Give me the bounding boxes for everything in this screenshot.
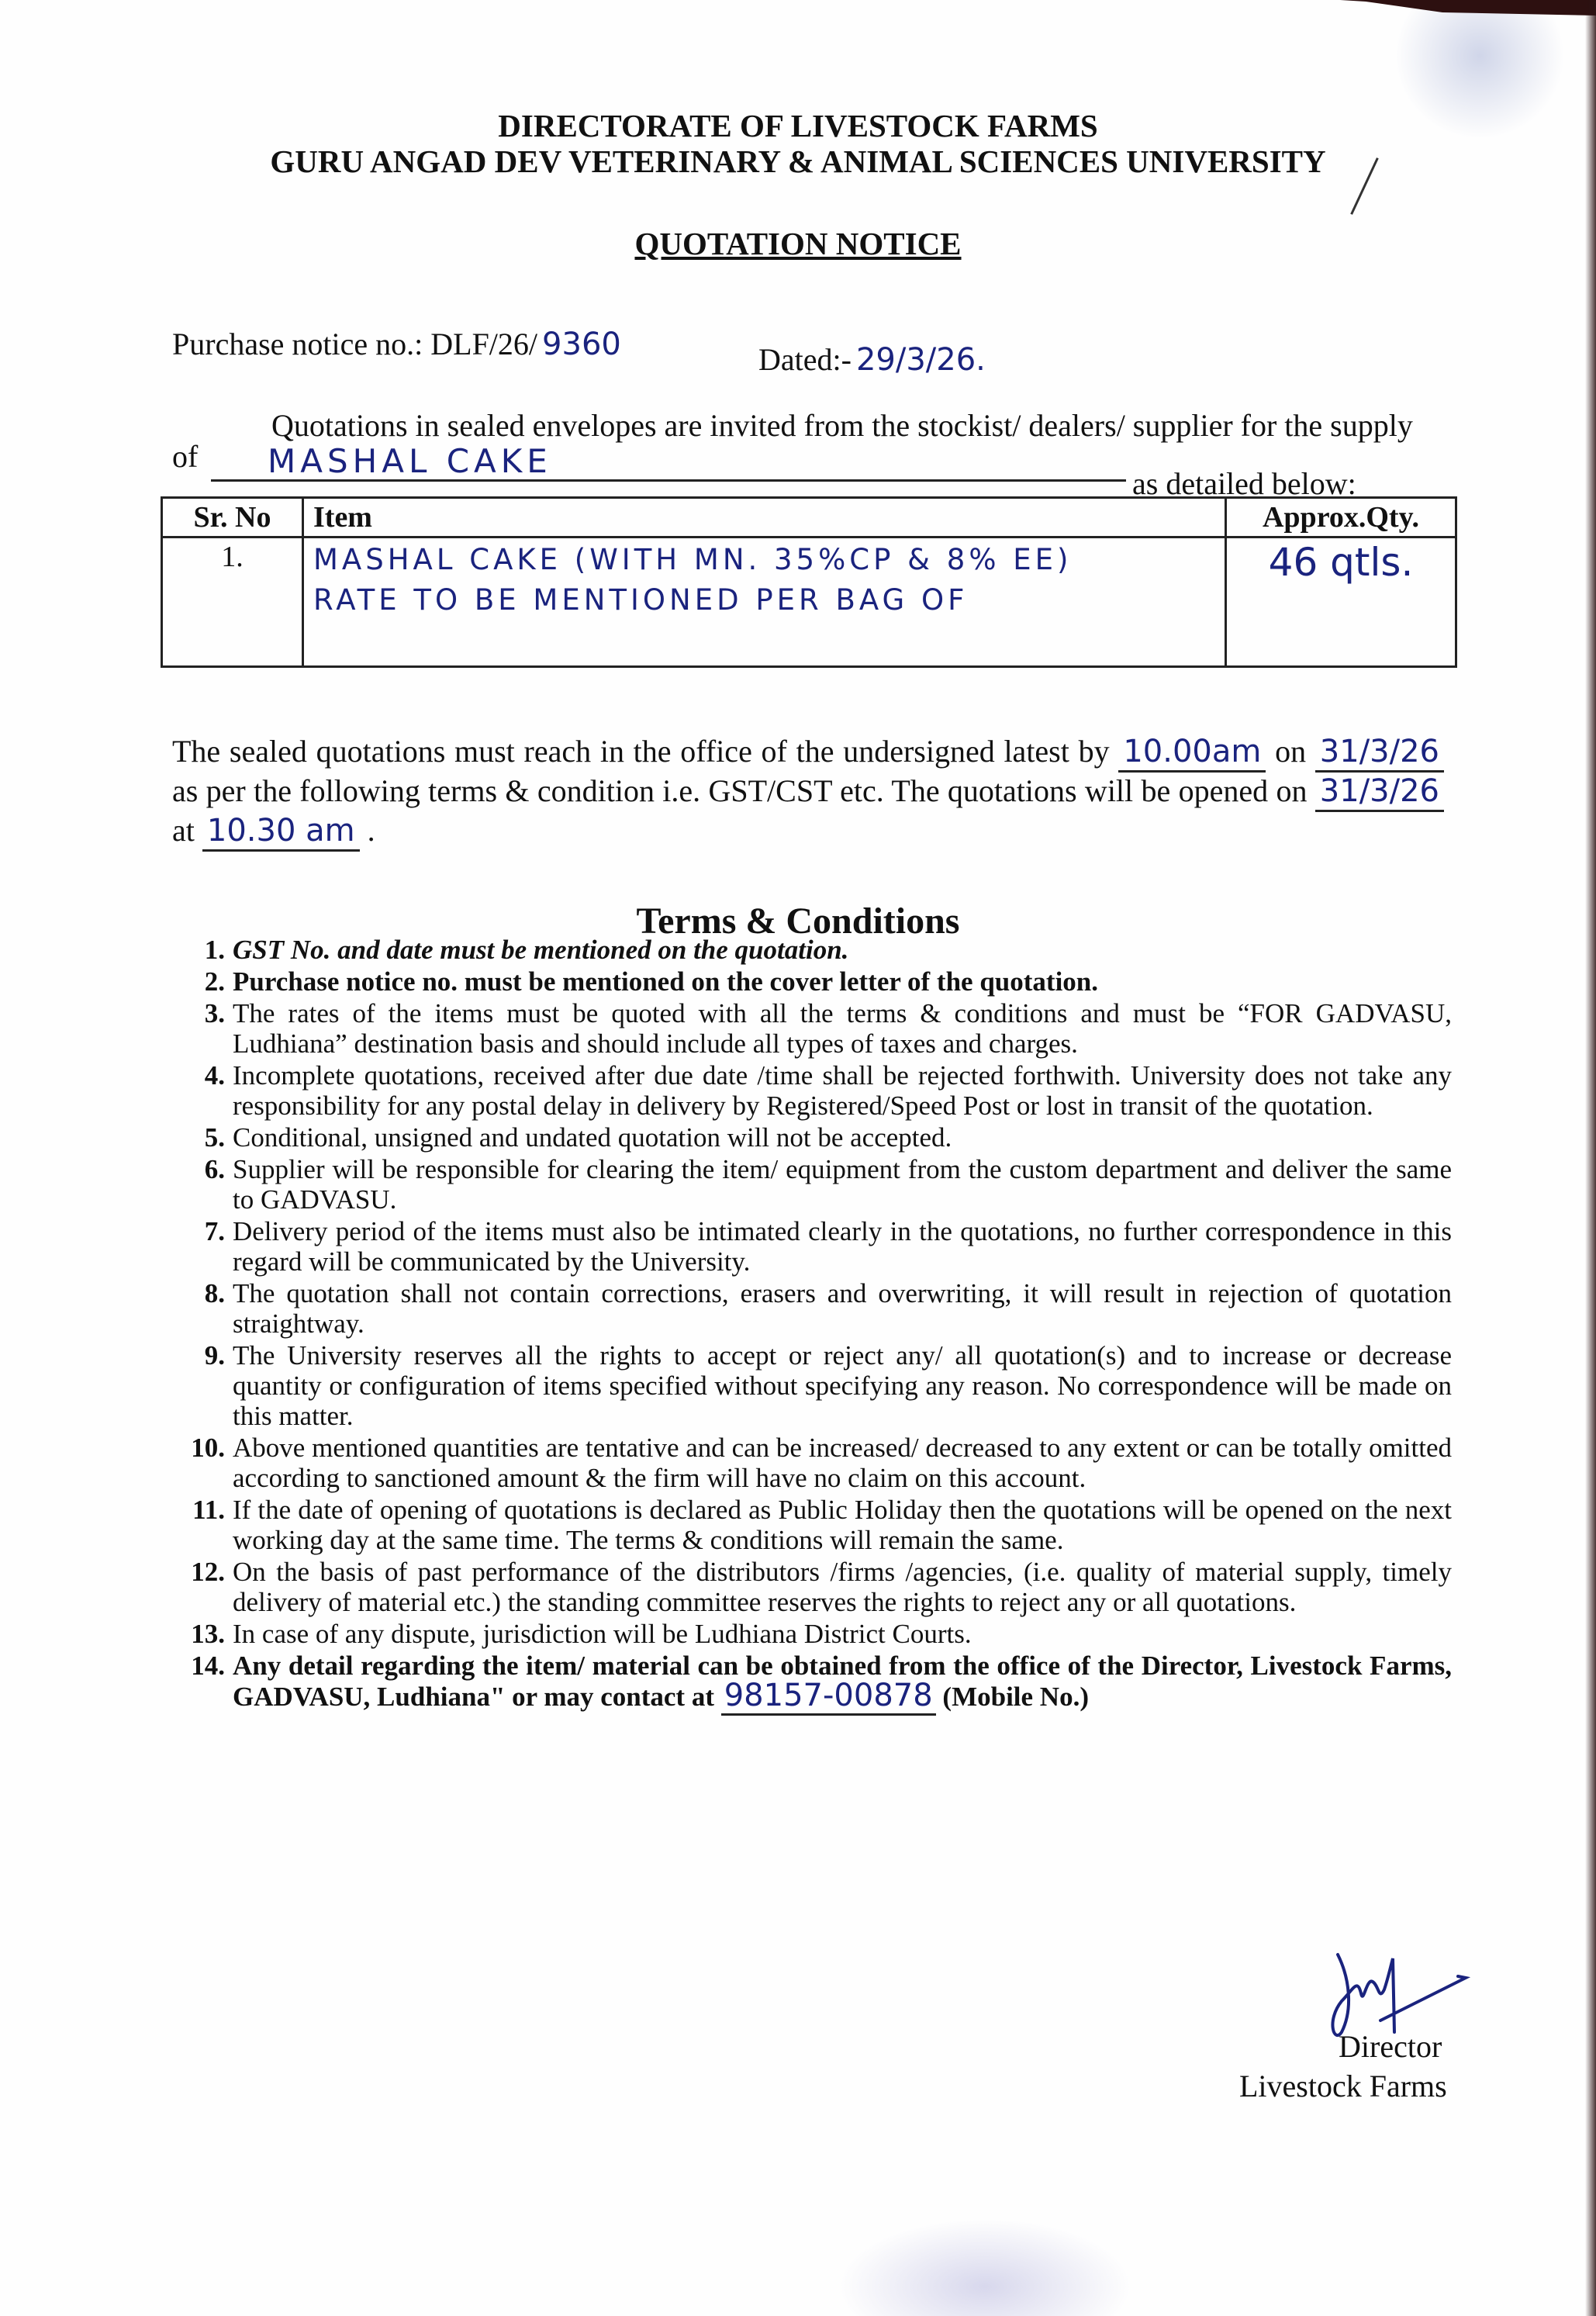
mobile-label: (Mobile No.): [942, 1682, 1089, 1712]
col-qty: Approx.Qty.: [1226, 498, 1456, 538]
term-number: 11.: [192, 1495, 225, 1525]
term-text: If the date of opening of quotations is declared as Public Holiday then the quotations will be opened on the next working day at the same time. The terms & conditions will remain the same.: [233, 1495, 1452, 1555]
term-text: Above mentioned quantities are tentative and can be increased/ decreased to any extent or can be totally omitted according to sanctioned amount & the firm will have no claim on this account.: [233, 1433, 1452, 1493]
term-item: [204, 1216, 1452, 1277]
term-item: [192, 1495, 1452, 1555]
term-text: Supplier will be responsible for clearing the item/ equipment from the custom department and deliver the same to GADVASU.: [233, 1154, 1452, 1215]
qty-value: 46 qtls.: [1268, 540, 1414, 585]
background-edge: [1585, 0, 1596, 2316]
term-number: 7.: [204, 1216, 225, 1246]
col-sr-no: Sr. No: [162, 498, 303, 538]
term-text: In case of any dispute, jurisdiction will be Ludhiana District Courts.: [233, 1619, 972, 1649]
table-header-row: [162, 498, 1456, 538]
term-text: Incomplete quotations, received after due date /time shall be rejected forthwith. University does not take any responsibility for any postal delay in delivery by Registered/Speed Post or lost in transit of the quotation.: [233, 1060, 1452, 1121]
term-item: [191, 1557, 1452, 1617]
opening-time: 10.30 am: [202, 812, 360, 852]
term-item: [191, 1651, 1452, 1713]
due-time: 10.00am: [1118, 733, 1266, 773]
term-number: 8.: [204, 1278, 225, 1308]
term-number: 9.: [204, 1340, 225, 1371]
term-number: 2.: [204, 966, 225, 997]
cell-item: [303, 538, 1226, 667]
dated-label: Dated:-: [758, 342, 852, 377]
term-item: [191, 1619, 1452, 1649]
detailed-below: as detailed below:: [1132, 466, 1356, 501]
term-number: 14.: [191, 1651, 225, 1681]
term-text: Any detail regarding the item/ material can be obtained from the office of the Director, Livestock Farms, GADVASU, Ludhiana" or may contact at: [233, 1651, 1452, 1712]
table-row: [162, 538, 1456, 667]
term-number: 4.: [204, 1060, 225, 1091]
term-item: [204, 935, 1452, 965]
opening-text: as per the following terms & condition i.e. GST/CST etc. The quotations will be opened on: [172, 773, 1308, 808]
term-number: 1.: [204, 935, 225, 965]
term-number: 6.: [204, 1154, 225, 1184]
cell-qty: [1226, 538, 1456, 667]
term-text: The University reserves all the rights to accept or reject any/ all quotation(s) and to increase or decrease quantity or configuration of items specified without specifying any reason. No correspondence will be made on this matter.: [233, 1340, 1452, 1431]
term-item: [204, 1060, 1452, 1121]
term-item: [204, 1122, 1452, 1153]
dated-value: 29/3/26.: [855, 342, 986, 378]
signatory-org: Livestock Farms: [1239, 2069, 1447, 2103]
intro-text: Quotations in sealed envelopes are invited from the stockist/ dealers/ supplier for the supply: [271, 408, 1413, 443]
term-item: [204, 1154, 1452, 1215]
signatory-role: Director: [1339, 2029, 1442, 2064]
term-item: [204, 1340, 1452, 1431]
term-number: 10.: [191, 1433, 225, 1463]
due-date: 31/3/26: [1315, 733, 1444, 773]
paper-shadow: [838, 2218, 1132, 2316]
purchase-notice-label: Purchase notice no.: DLF/26/: [172, 327, 538, 361]
term-item: [191, 1433, 1452, 1493]
header-directorate: DIRECTORATE OF LIVESTOCK FARMS: [498, 108, 1098, 143]
term-number: 3.: [204, 998, 225, 1028]
term-number: 13.: [191, 1619, 225, 1649]
term-item: [204, 966, 1452, 997]
notice-date: [758, 341, 986, 378]
contact-phone: 98157-00878: [721, 1678, 936, 1716]
purchase-notice: [172, 326, 621, 362]
submission-paragraph: [172, 733, 1444, 852]
cell-sr: 1.: [162, 538, 303, 667]
col-item: Item: [303, 498, 1226, 538]
term-number: 5.: [204, 1122, 225, 1153]
term-text: The quotation shall not contain corrections, erasers and overwriting, it will result in rejection of quotation straightway.: [233, 1278, 1452, 1339]
term-text: GST No. and date must be mentioned on the quotation.: [233, 935, 849, 965]
term-item: [204, 998, 1452, 1059]
period: .: [367, 813, 375, 848]
of-label: of: [172, 439, 199, 474]
submission-text: The sealed quotations must reach in the office of the undersigned latest by: [172, 734, 1110, 769]
items-table: [161, 496, 1457, 668]
term-item: [204, 1278, 1452, 1339]
term-text: The rates of the items must be quoted with all the terms & conditions and must be “FOR GADVASU, Ludhiana” destination basis and should include all types of taxes and charges.: [233, 998, 1452, 1059]
term-text: On the basis of past performance of the distributors /firms /agencies, (i.e. quality of material supply, timely delivery of material etc.) the standing committee reserves the rights to reject any or all quotations.: [233, 1557, 1452, 1617]
item-line-2: RATE TO BE MENTIONED PER BAG OF: [313, 583, 969, 617]
terms-list: [191, 935, 1452, 1713]
terms-title: Terms & Conditions: [636, 900, 960, 942]
term-text: Purchase notice no. must be mentioned on the cover letter of the quotation.: [233, 966, 1099, 997]
purchase-notice-number: 9360: [542, 327, 621, 362]
opening-date: 31/3/26: [1315, 773, 1444, 812]
page-title: QUOTATION NOTICE: [634, 226, 962, 261]
on-label: on: [1275, 734, 1307, 769]
term-number: 12.: [191, 1557, 225, 1587]
item-line-1: MASHAL CAKE (WITH MN. 35%CP & 8% EE): [313, 543, 1073, 576]
at-label: at: [172, 813, 195, 848]
supply-item: MASHAL CAKE: [268, 442, 552, 480]
term-text: Delivery period of the items must also be intimated clearly in the quotations, no further correspondence in this regard will be communicated by the University.: [233, 1216, 1452, 1277]
term-text: Conditional, unsigned and undated quotation will not be accepted.: [233, 1122, 952, 1153]
header-university: GURU ANGAD DEV VETERINARY & ANIMAL SCIENCES UNIVERSITY: [270, 143, 1326, 179]
director-signature: [1318, 1947, 1473, 2040]
